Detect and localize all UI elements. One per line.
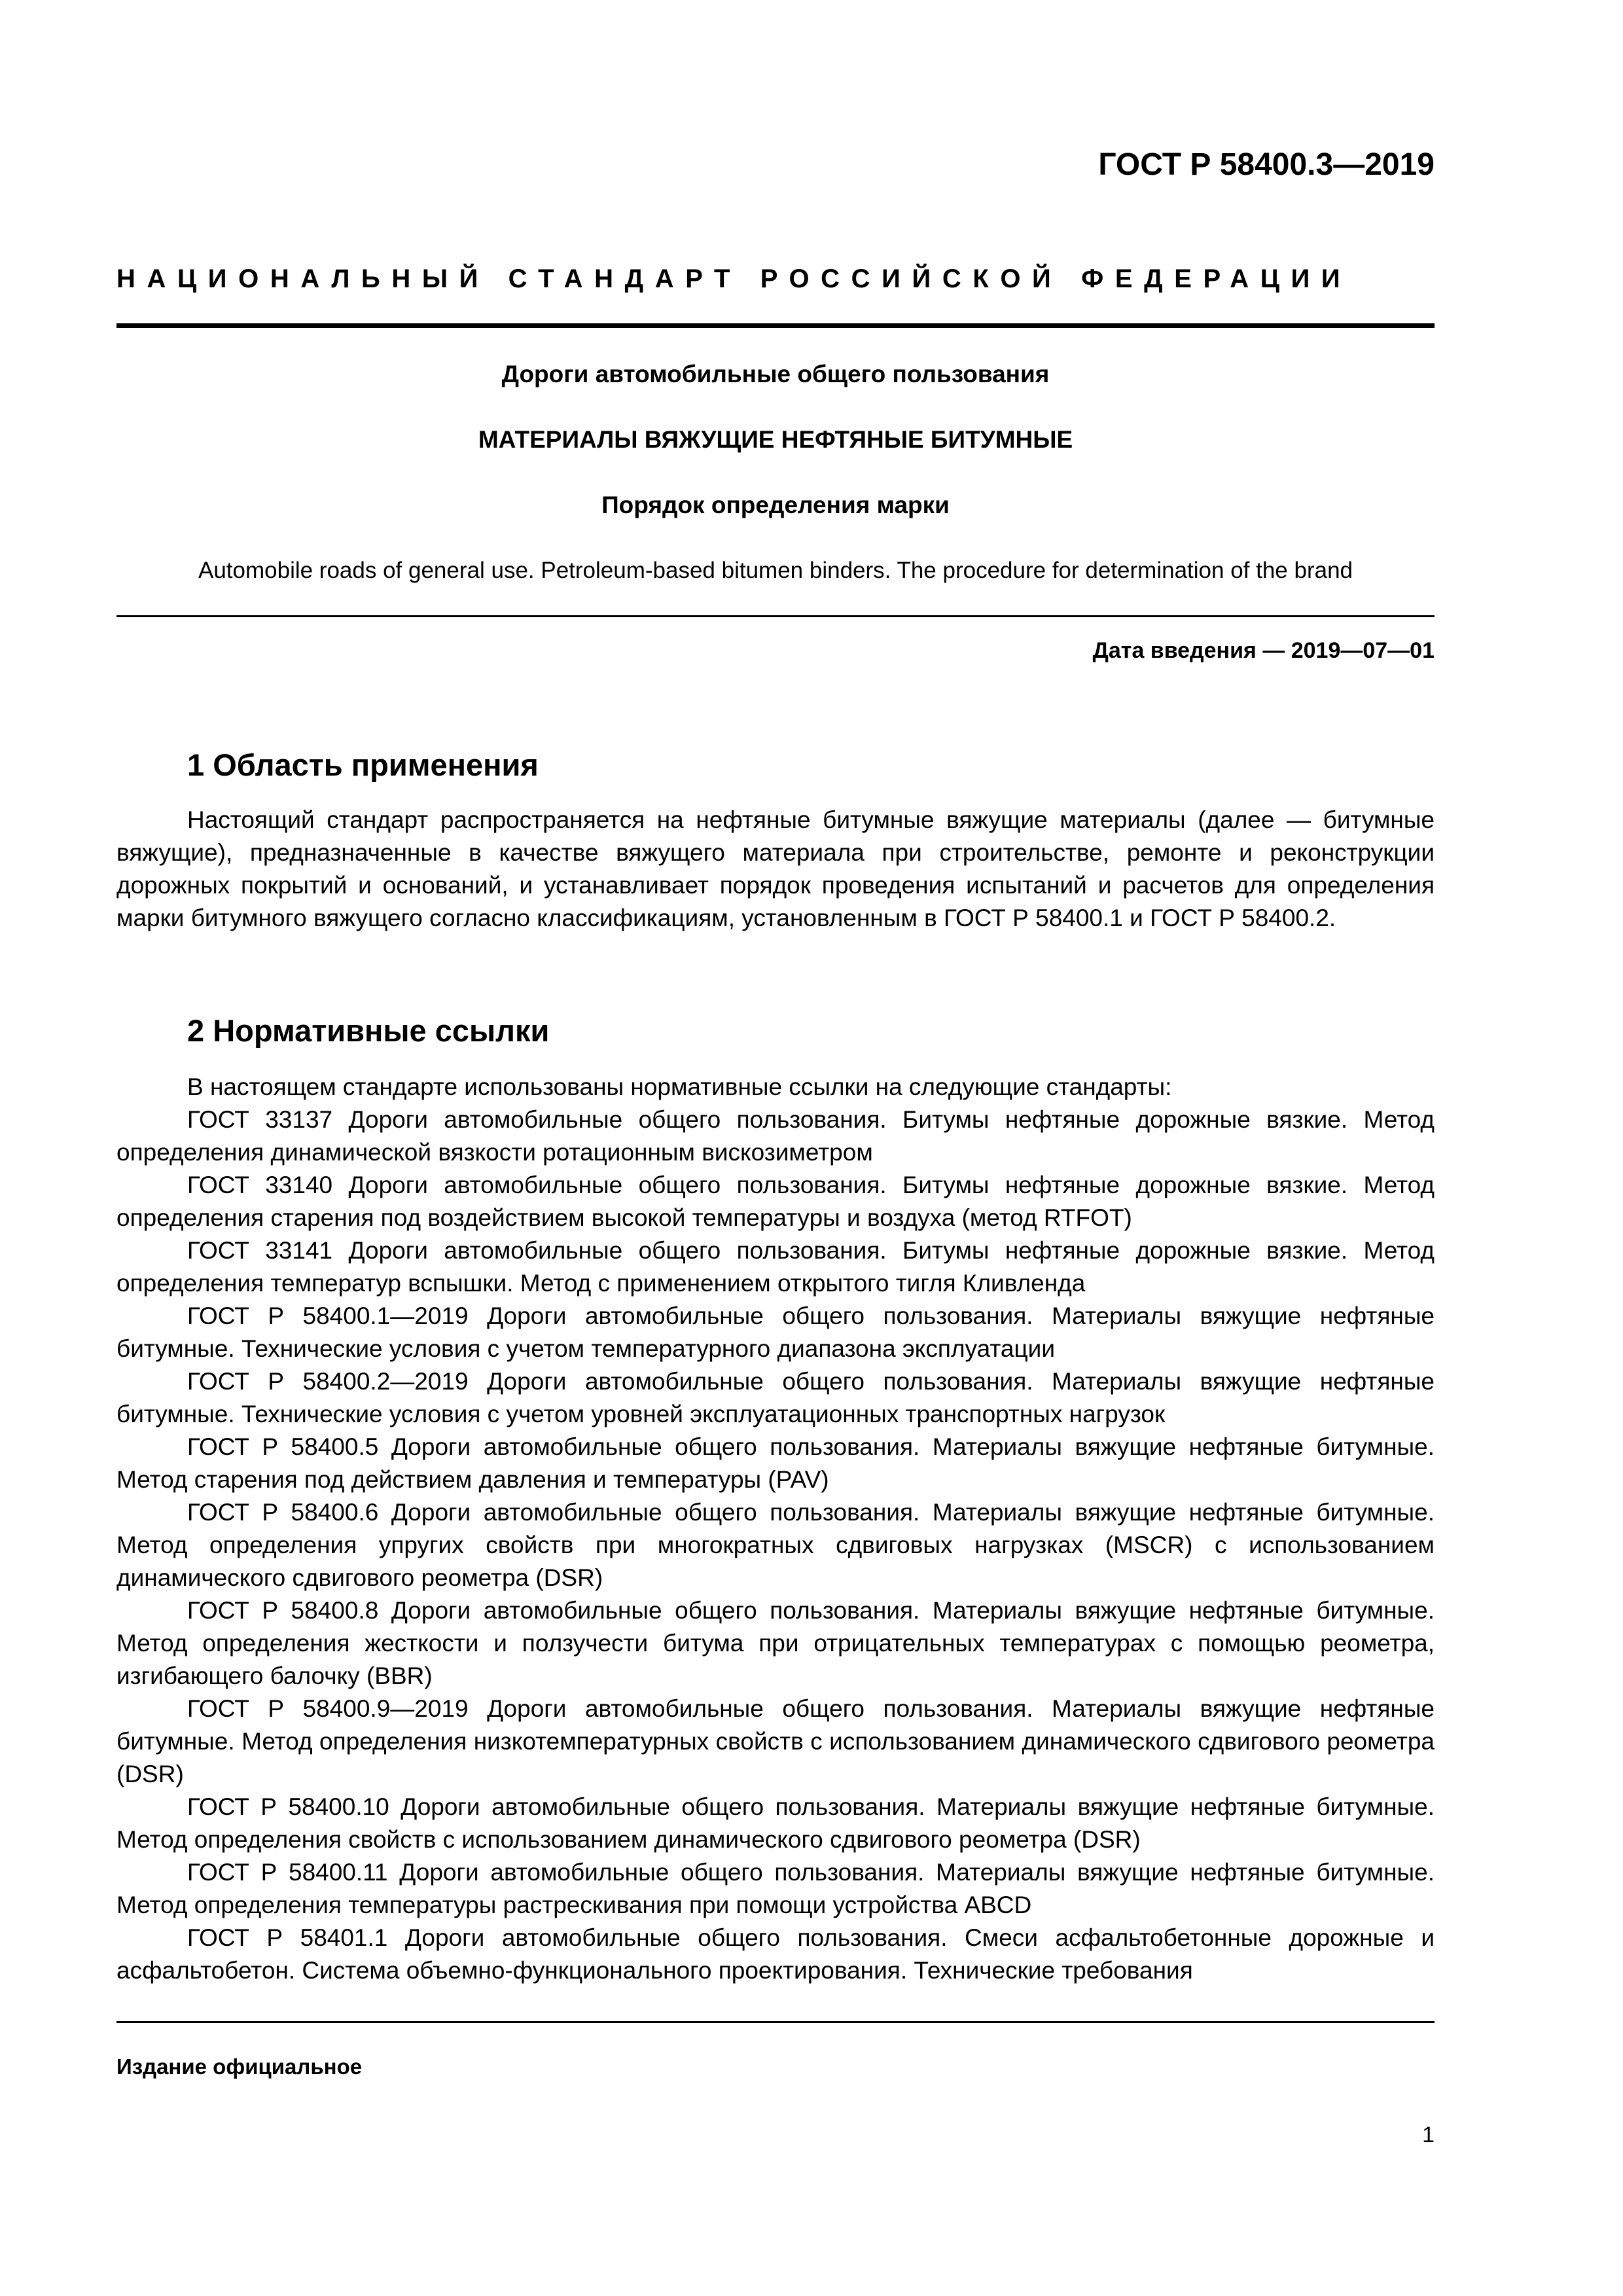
reference-item: ГОСТ Р 58400.1—2019 Дороги автомобильные общего пользования. Материалы вяжущие нефтяные битумные. Технические условия с учетом температурного диапазона эксплуатации (116, 1302, 1435, 1362)
reference-item: ГОСТ Р 58400.10 Дороги автомобильные общего пользования. Материалы вяжущие нефтяные битумные. Метод определения свойств с использованием динамического сдвигового реометра (DSR) (116, 1793, 1435, 1853)
footer-divider (116, 2021, 1435, 2023)
section-1-paragraph: Настоящий стандарт распространяется на нефтяные битумные вяжущие материалы (далее — битумные вяжущие), предназначенные в качестве вяжущего материала при строительстве, ремонте и реконструкции дорожных покрытий и оснований, и устанавливает порядок проведения испытаний и расчетов для определения марки битумного вяжущего согласно классификациям, установленным в ГОСТ Р 58400.1 и ГОСТ Р 58400.2. (116, 806, 1435, 931)
title-line-2: МАТЕРИАЛЫ ВЯЖУЩИЕ НЕФТЯНЫЕ БИТУМНЫЕ (478, 426, 1073, 453)
reference-item: ГОСТ Р 58400.6 Дороги автомобильные общего пользования. Материалы вяжущие нефтяные битумные. Метод определения упругих свойств при многократных сдвиговых нагрузках (MSCR) с использованием динамического сдвигового реометра (DSR) (116, 1499, 1435, 1591)
reference-item: ГОСТ 33137 Дороги автомобильные общего пользования. Битумы нефтяные дорожные вязкие. Метод определения динамической вязкости ротационным вискозиметром (116, 1106, 1435, 1166)
introduction-date: Дата введения — 2019—07—01 (1092, 638, 1435, 663)
page-number: 1 (1422, 2123, 1435, 2147)
reference-item: ГОСТ Р 58400.2—2019 Дороги автомобильные общего пользования. Материалы вяжущие нефтяные битумные. Технические условия с учетом уровней эксплуатационных транспортных нагрузок (116, 1368, 1435, 1427)
document-page (116, 0, 1435, 2296)
english-title: Automobile roads of general use. Petroleum-based bitumen binders. The procedure for determination of the brand (198, 558, 1353, 583)
section-1-body (116, 804, 1435, 935)
reference-item: ГОСТ Р 58400.11 Дороги автомобильные общего пользования. Материалы вяжущие нефтяные битумные. Метод определения температуры растрескивания при помощи устройства ABCD (116, 1859, 1435, 1918)
standard-number: ГОСТ Р 58400.3—2019 (1098, 147, 1435, 182)
title-divider (116, 615, 1435, 617)
reference-item: ГОСТ 33141 Дороги автомобильные общего пользования. Битумы нефтяные дорожные вязкие. Метод определения температур вспышки. Метод с применением открытого тигля Кливленда (116, 1237, 1435, 1297)
reference-item: ГОСТ Р 58400.9—2019 Дороги автомобильные общего пользования. Материалы вяжущие нефтяные битумные. Метод определения низкотемпературных свойств с использованием динамического сдвигового реометра (DSR) (116, 1695, 1435, 1787)
title-line-3: Порядок определения марки (601, 492, 950, 518)
national-standard-banner: НАЦИОНАЛЬНЫЙ СТАНДАРТ РОССИЙСКОЙ ФЕДЕРАЦИИ (116, 264, 1352, 293)
section-2-body (116, 1071, 1435, 1987)
reference-item: ГОСТ Р 58400.8 Дороги автомобильные общего пользования. Материалы вяжущие нефтяные битумные. Метод определения жесткости и ползучести битума при отрицательных температурах с помощью реометра, изгибающего балочку (BBR) (116, 1597, 1435, 1689)
header-divider (116, 323, 1435, 328)
section-1-heading: 1 Область применения (187, 747, 539, 782)
reference-item: ГОСТ Р 58401.1 Дороги автомобильные общего пользования. Смеси асфальтобетонные дорожные и асфальтобетон. Система объемно-функционального проектирования. Технические требования (116, 1924, 1435, 1984)
edition-label: Издание официальное (116, 2054, 363, 2079)
reference-item: ГОСТ 33140 Дороги автомобильные общего пользования. Битумы нефтяные дорожные вязкие. Метод определения старения под воздействием высокой температуры и воздуха (метод RTFOT) (116, 1172, 1435, 1231)
section-2-intro: В настоящем стандарте использованы нормативные ссылки на следующие стандарты: (187, 1073, 1172, 1100)
reference-item: ГОСТ Р 58400.5 Дороги автомобильные общего пользования. Материалы вяжущие нефтяные битумные. Метод старения под действием давления и температуры (PAV) (116, 1433, 1435, 1493)
section-2-heading: 2 Нормативные ссылки (187, 1013, 550, 1048)
title-line-1: Дороги автомобильные общего пользования (501, 361, 1050, 387)
